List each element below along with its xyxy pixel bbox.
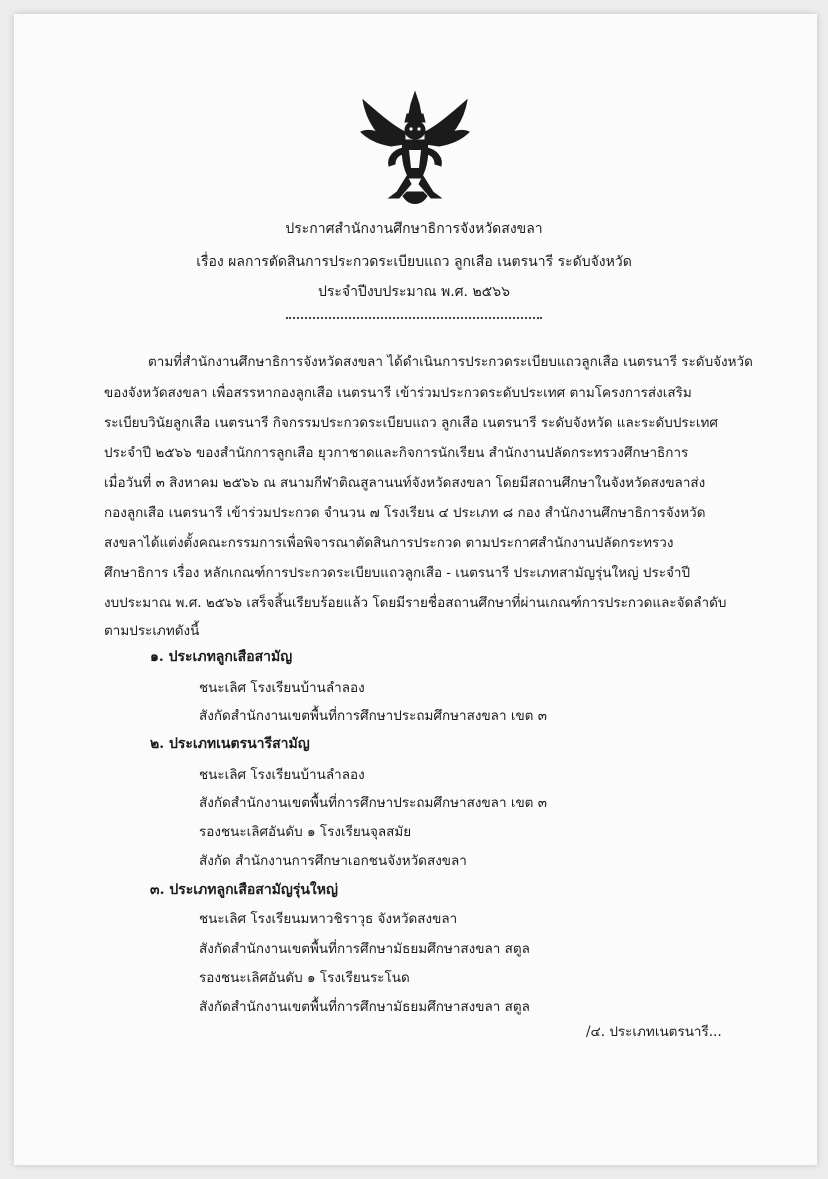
announcement-title: ประกาศสำนักงานศึกษาธิการจังหวัดสงขลา — [285, 221, 543, 237]
body-line: เมื่อวันที่ ๓ สิงหาคม ๒๕๖๖ ณ สนามกีฬาติณสูลานนท์จังหวัดสงขลา โดยมีสถานศึกษาในจังหวัดสงขลาส่ง — [104, 475, 706, 491]
category-detail: สังกัดสำนักงานเขตพื้นที่การศึกษามัธยมศึกษาสงขลา สตูล — [199, 999, 530, 1015]
body-line: ของจังหวัดสงขลา เพื่อสรรหากองลูกเสือ เนตรนารี เข้าร่วมประกวดระดับประเทศ ตามโครงการส่งเสริม — [104, 385, 692, 401]
garuda-emblem-icon — [353, 88, 477, 212]
category-detail: สังกัดสำนักงานเขตพื้นที่การศึกษาประถมศึกษาสงขลา เขต ๓ — [199, 795, 547, 811]
category-heading: ๑. ประเภทลูกเสือสามัญ — [150, 649, 293, 665]
body-line: ตามประเภทดังนี้ — [104, 623, 200, 639]
body-line: ศึกษาธิการ เรื่อง หลักเกณฑ์การประกวดระเบียบแถวลูกเสือ - เนตรนารี ประเภทสามัญรุ่นใหญ่ ประจำปี — [104, 565, 691, 581]
announcement-subject: เรื่อง ผลการตัดสินการประกวดระเบียบแถว ลูกเสือ เนตรนารี ระดับจังหวัด — [196, 254, 632, 270]
page-continuation: /๔. ประเภทเนตรนารี... — [586, 1024, 722, 1040]
category-detail: ชนะเลิศ โรงเรียนบ้านลำลอง — [199, 767, 365, 783]
body-line: ตามที่สำนักงานศึกษาธิการจังหวัดสงขลา ได้ดำเนินการประกวดระเบียบแถวลูกเสือ เนตรนารี ระดับจังหวัด — [148, 354, 753, 370]
category-detail: สังกัดสำนักงานเขตพื้นที่การศึกษามัธยมศึกษาสงขลา สตูล — [199, 941, 530, 957]
category-detail: ชนะเลิศ โรงเรียนมหาวชิราวุธ จังหวัดสงขลา — [199, 911, 458, 927]
category-detail: รองชนะเลิศอันดับ ๑ โรงเรียนจุลสมัย — [199, 824, 412, 840]
category-heading: ๓. ประเภทลูกเสือสามัญรุ่นใหญ่ — [150, 882, 338, 898]
category-detail: รองชนะเลิศอันดับ ๑ โรงเรียนระโนด — [199, 970, 410, 986]
body-line: ระเบียบวินัยลูกเสือ เนตรนารี กิจกรรมประกวดระเบียบแถว ลูกเสือ เนตรนารี ระดับจังหวัด และระดับประเทศ — [104, 415, 718, 431]
body-line: สงขลาได้แต่งตั้งคณะกรรมการเพื่อพิจารณาตัดสินการประกวด ตามประกาศสำนักงานปลัดกระทรวง — [104, 535, 674, 551]
category-detail: ชนะเลิศ โรงเรียนบ้านลำลอง — [199, 680, 365, 696]
body-line: กองลูกเสือ เนตรนารี เข้าร่วมประกวด จำนวน ๗ โรงเรียน ๔ ประเภท ๘ กอง สำนักงานศึกษาธิการจังหวัด — [104, 505, 706, 521]
category-detail: สังกัดสำนักงานเขตพื้นที่การศึกษาประถมศึกษาสงขลา เขต ๓ — [199, 708, 547, 724]
dotted-divider — [286, 313, 542, 319]
category-heading: ๒. ประเภทเนตรนารีสามัญ — [150, 736, 310, 752]
body-line: งบประมาณ พ.ศ. ๒๕๖๖ เสร็จสิ้นเรียบร้อยแล้ว โดยมีรายชื่อสถานศึกษาที่ผ่านเกณฑ์การประกวดและจัดลำดับ — [104, 595, 727, 611]
category-detail: สังกัด สำนักงานการศึกษาเอกชนจังหวัดสงขลา — [199, 853, 467, 869]
body-line: ประจำปี ๒๕๖๖ ของสำนักการลูกเสือ ยุวกาชาดและกิจการนักเรียน สำนักงานปลัดกระทรวงศึกษาธิการ — [104, 445, 689, 461]
fiscal-year-line: ประจำปีงบประมาณ พ.ศ. ๒๕๖๖ — [317, 284, 511, 300]
